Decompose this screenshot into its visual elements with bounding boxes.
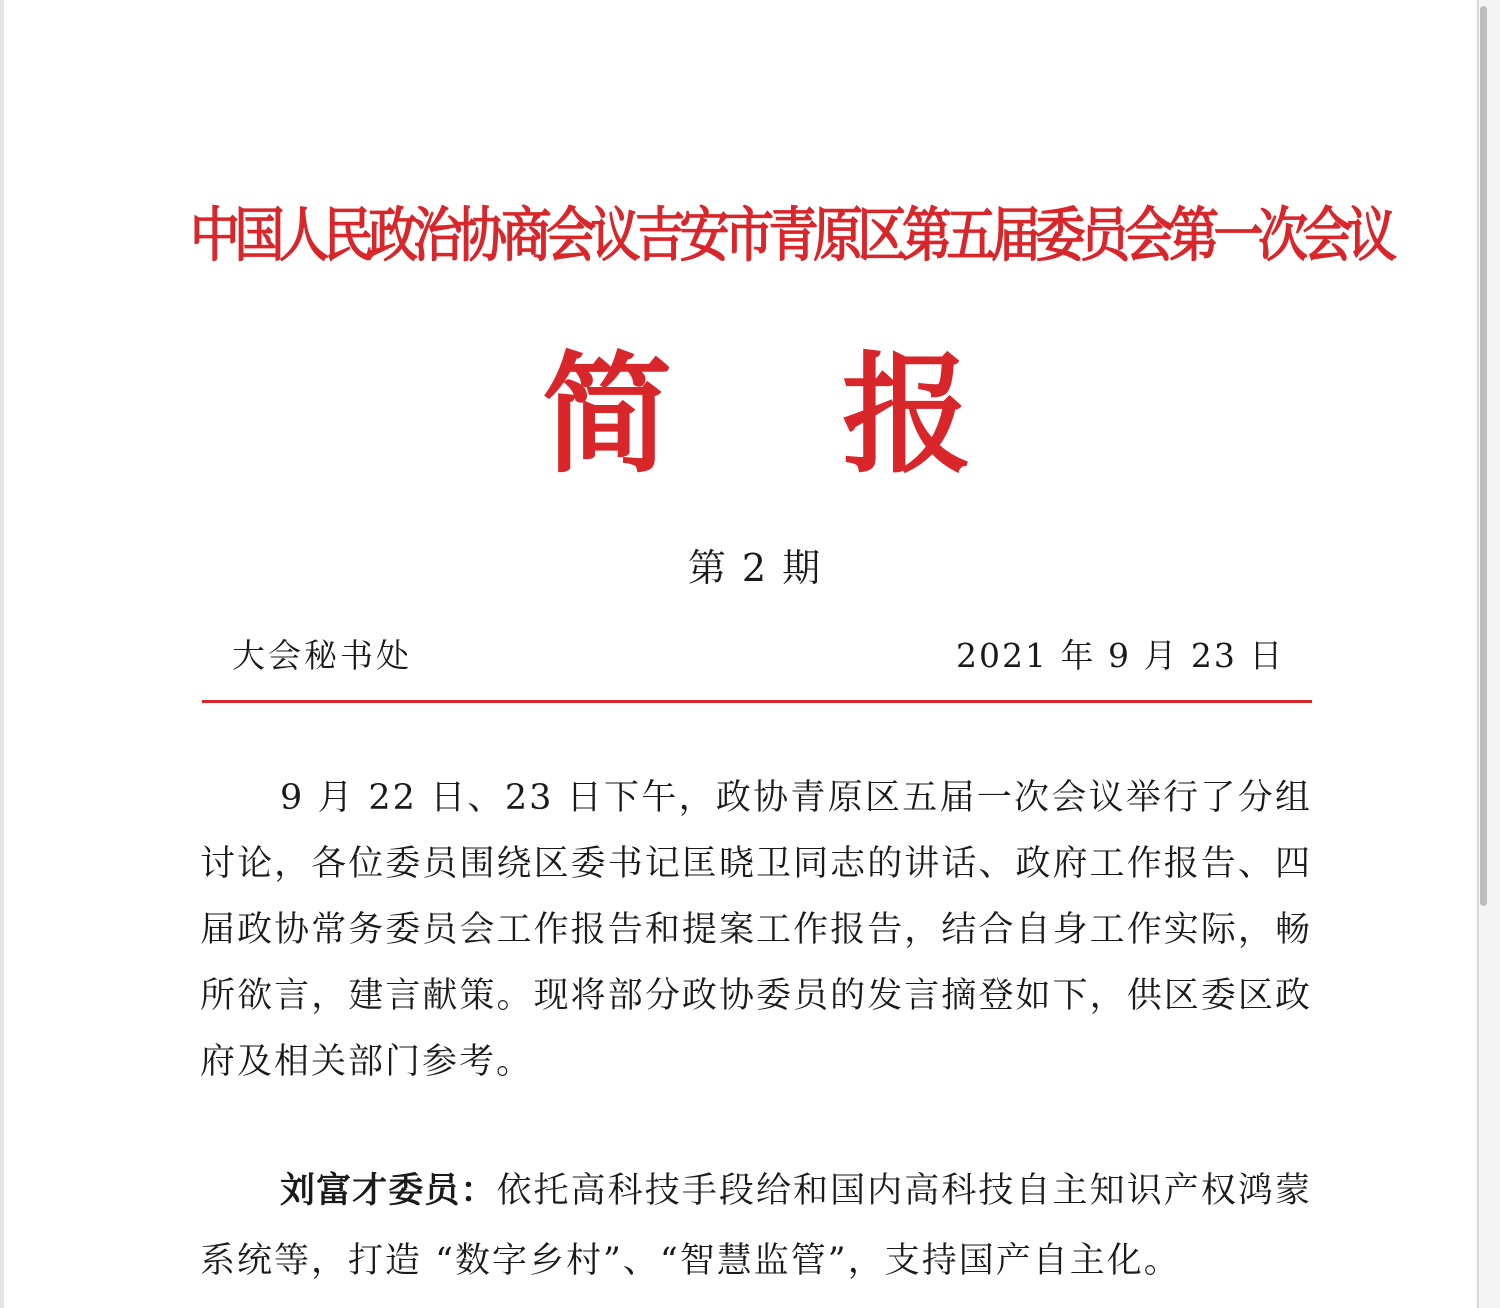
bulletin-title-char-2: 报 (842, 338, 973, 491)
scrollbar-thumb[interactable] (1480, 6, 1487, 906)
speech-paragraph (200, 1156, 1312, 1296)
header-divider (202, 700, 1312, 703)
speaker-name: 刘富才委员： (280, 1171, 497, 1211)
page-left-edge (0, 0, 4, 1308)
issue-number: 第 2 期 (687, 546, 823, 590)
issuer: 大会秘书处 (232, 636, 412, 675)
intro-paragraph: 9 月 22 日、23 日下午，政协青原区五届一次会议举行了分组讨论，各位委员围绕区委书记匡晓卫同志的讲话、政府工作报告、四届政协常务委员会工作报告和提案工作报告，结合自身工作实际，畅所欲言，建言献策。现将部分政协委员的发言摘登如下，供区委区政府及相关部门参考。 (200, 778, 1312, 1082)
bulletin-title-char-1: 简 (542, 338, 673, 491)
meeting-title: 中国人民政治协商会议吉安市青原区第五届委员会第一次会议 (190, 201, 1392, 270)
scrollbar-divider (1477, 0, 1479, 1308)
issue-date: 2021 年 9 月 23 日 (956, 636, 1285, 675)
speech-text: 依托高科技手段给和国内高科技自主知识产权鸿蒙系统等，打造 “数字乡村”、“智慧监管”，支持国产自主化。 (200, 1171, 1312, 1281)
